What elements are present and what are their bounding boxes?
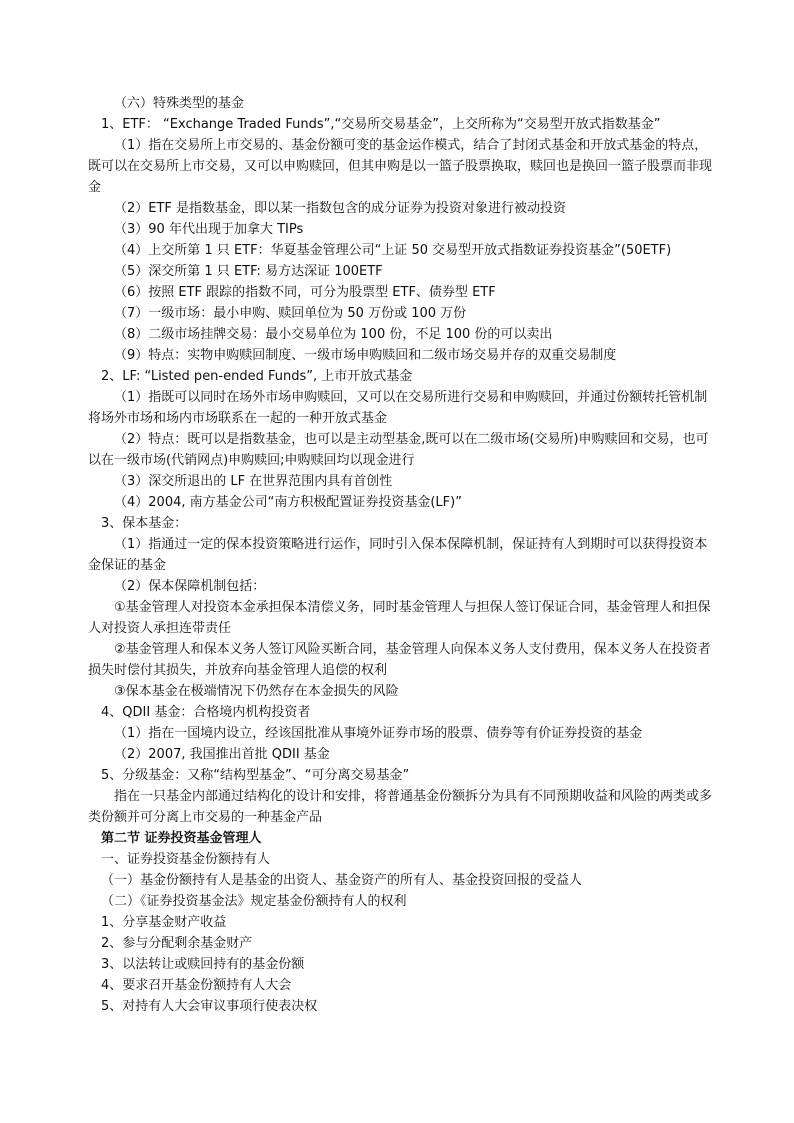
- document-body: [88, 93, 718, 1017]
- paragraph: （2）ETF 是指数基金，即以某一指数包含的成分证券为投资对象进行被动投资: [114, 201, 567, 216]
- paragraph: （二）《证券投资基金法》规定基金份额持有人的权利: [101, 894, 407, 909]
- paragraph: 1、ETF： “Exchange Traded Funds”,“交易所交易基金”，上交所称为“交易型开放式指数基金”: [101, 117, 661, 132]
- paragraph: （4）2004, 南方基金公司“南方积极配置证券投资基金(LF)”: [114, 495, 462, 510]
- paragraph: （5）深交所第 1 只 ETF: 易方达深证 100ETF: [114, 264, 383, 279]
- paragraph: （8）二级市场挂牌交易：最小交易单位为 100 份，不足 100 份的可以卖出: [114, 327, 553, 342]
- paragraph: 4、QDII 基金：合格境内机构投资者: [101, 705, 311, 720]
- paragraph: （2）保本保障机制包括：: [114, 579, 266, 594]
- paragraph: （六）特殊类型的基金: [114, 96, 245, 111]
- paragraph: （4）上交所第 1 只 ETF：华夏基金管理公司“上证 50 交易型开放式指数证券投资基金”(50ETF): [114, 243, 672, 258]
- paragraph: （3）深交所退出的 LF 在世界范围内具有首创性: [114, 474, 393, 489]
- paragraph: 一、证券投资基金份额持有人: [101, 852, 271, 867]
- paragraph: ③保本基金在极端情况下仍然存在本金损失的风险: [114, 684, 399, 699]
- paragraph: 1、分享基金财产收益: [101, 915, 227, 930]
- paragraph: ②基金管理人和保本义务人签订风险买断合同，基金管理人向保本义务人支付费用，保本义务人在投资者损失时偿付其损失，并放弃向基金管理人追偿的权利: [88, 642, 711, 678]
- paragraph: 4、要求召开基金份额持有人大会: [101, 978, 292, 993]
- paragraph: 5、对持有人大会审议事项行使表决权: [101, 999, 318, 1014]
- paragraph: 5、分级基金：又称“结构型基金”、“可分离交易基金”: [101, 768, 410, 783]
- paragraph: （1）指通过一定的保本投资策略进行运作，同时引入保本保障机制，保证持有人到期时可以获得投资本金保证的基金: [88, 537, 708, 573]
- paragraph: （3）90 年代出现于加拿大 TIPs: [114, 222, 304, 237]
- paragraph: 3、以法转让或赎回持有的基金份额: [101, 957, 305, 972]
- paragraph: （6）按照 ETF 跟踪的指数不同，可分为股票型 ETF、债券型 ETF: [114, 285, 496, 300]
- paragraph: 2、参与分配剩余基金财产: [101, 936, 253, 951]
- paragraph: （9）特点：实物申购赎回制度、一级市场申购赎回和二级市场交易并存的双重交易制度: [114, 348, 617, 363]
- section-heading: 第二节 证券投资基金管理人: [101, 831, 262, 846]
- paragraph: 2、LF: “Listed pen-ended Funds”, 上市开放式基金: [101, 369, 413, 384]
- paragraph: （一）基金份额持有人是基金的出资人、基金资产的所有人、基金投资回报的受益人: [101, 873, 583, 888]
- paragraph: ①基金管理人对投资本金承担保本清偿义务，同时基金管理人与担保人签订保证合同，基金管理人和担保人对投资人承担连带责任: [88, 600, 711, 636]
- paragraph: （7）一级市场：最小申购、赎回单位为 50 万份或 100 万份: [114, 306, 467, 321]
- paragraph: 指在一只基金内部通过结构化的设计和安排，将普通基金份额拆分为具有不同预期收益和风险的两类或多类份额并可分离上市交易的一种基金产品: [88, 789, 713, 825]
- paragraph: （1）指在交易所上市交易的、基金份额可变的基金运作模式，结合了封闭式基金和开放式基金的特点，既可以在交易所上市交易，又可以申购赎回，但其申购是以一篮子股票换取，赎回也是换回一篮子股票而非现金: [88, 138, 713, 195]
- paragraph: （1）指在一国境内设立，经该国批准从事境外证券市场的股票、债券等有价证券投资的基金: [114, 726, 643, 741]
- paragraph: （2）2007, 我国推出首批 QDII 基金: [114, 747, 330, 762]
- paragraph: （1）指既可以同时在场外市场申购赎回，又可以在交易所进行交易和申购赎回，并通过份额转托管机制将场外市场和场内市场联系在一起的一种开放式基金: [88, 390, 708, 426]
- paragraph: 3、保本基金：: [101, 516, 188, 531]
- paragraph: （2）特点：既可以是指数基金，也可以是主动型基金,既可以在二级市场(交易所)申购赎回和交易，也可以在一级市场(代销网点)申购赎回;申购赎回均以现金进行: [88, 432, 709, 468]
